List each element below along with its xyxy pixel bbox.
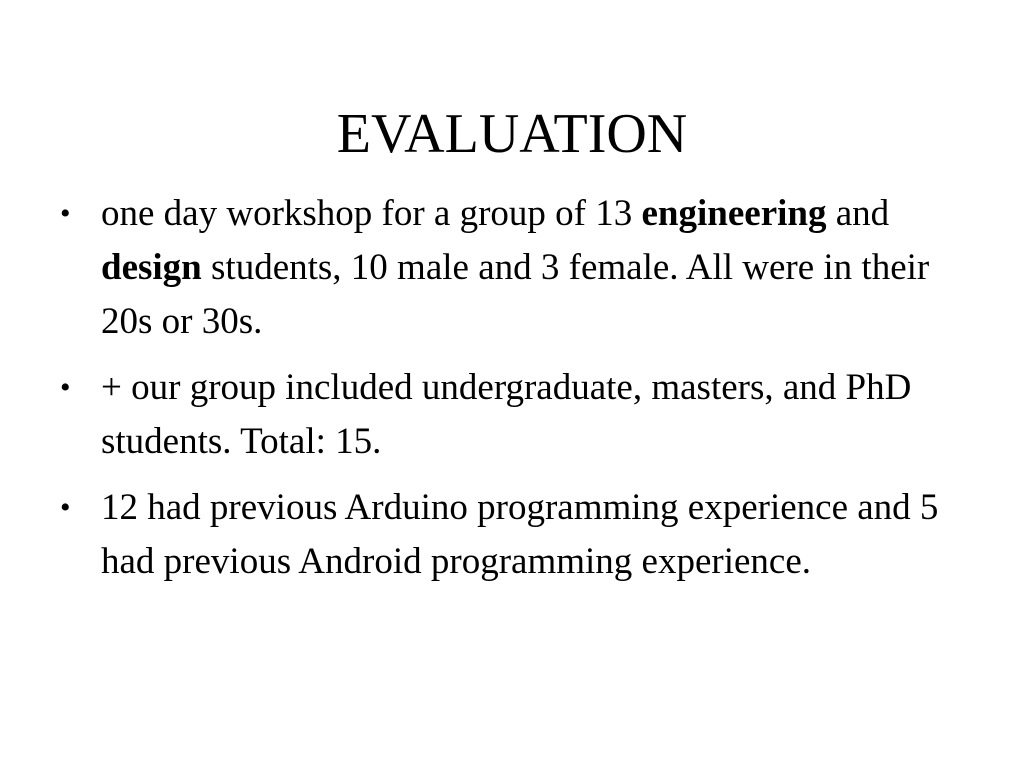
bullet-item-group bbox=[60, 361, 960, 469]
bullet-list bbox=[60, 187, 960, 601]
bullet-icon: • bbox=[60, 197, 71, 230]
bullet-item-workshop bbox=[60, 187, 960, 349]
bullet-item-experience bbox=[60, 481, 960, 589]
bullet-bold-design: design bbox=[101, 247, 202, 288]
bullet-text-part: one day workshop for a group of 13 bbox=[101, 193, 642, 234]
bullet-icon: • bbox=[60, 371, 71, 404]
bullet-text-part: and bbox=[826, 193, 890, 234]
bullet-icon: • bbox=[60, 491, 71, 524]
bullet-text: + our group included undergraduate, masters, and PhD students. Total: 15. bbox=[101, 367, 912, 462]
slide-title: EVALUATION bbox=[336, 102, 688, 165]
bullet-text: 12 had previous Arduino programming experience and 5 had previous Android programming experience. bbox=[101, 487, 939, 582]
bullet-text-part: students, 10 male and 3 female. All were in their 20s or 30s. bbox=[101, 247, 930, 342]
bullet-bold-engineering: engineering bbox=[641, 193, 827, 234]
